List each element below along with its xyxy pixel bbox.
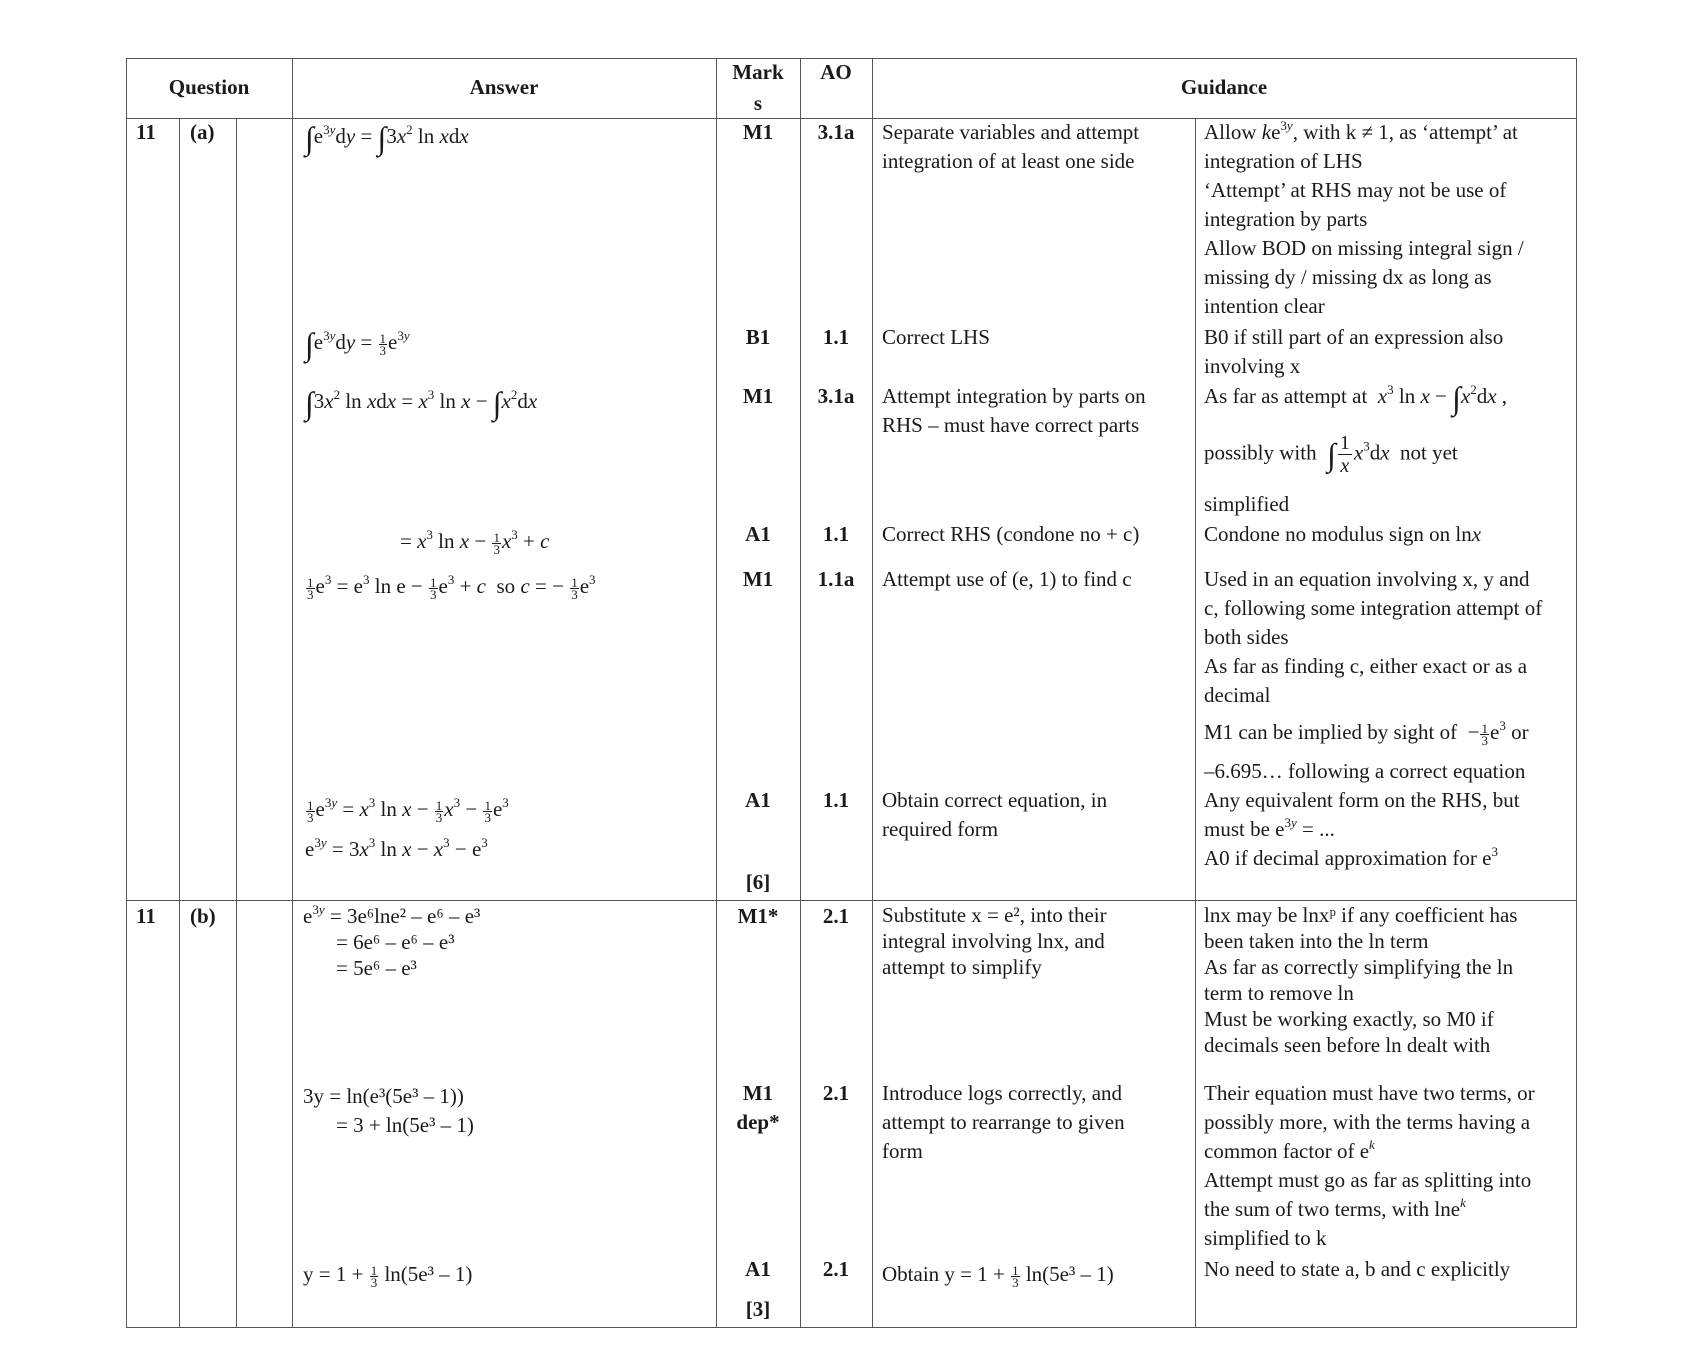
- guide-a-3-line2: possibly with ∫ $\frac{1}{x}$ $x^3dx$ not yet: [1204, 432, 1458, 477]
- guide-a-1-line2: integration of LHS: [1204, 149, 1363, 173]
- guide-a-6-pre: must be e: [1204, 817, 1285, 841]
- guide-a-6-text: A0 if decimal approximation for e: [1204, 846, 1492, 870]
- guide-a-6-line3: A0 if decimal approximation for $e^3$: [1204, 844, 1498, 870]
- desc-a-1-line1: Separate variables and attempt: [882, 120, 1140, 144]
- guide-a-3-text: As far as attempt at: [1204, 384, 1368, 408]
- guide-b-2-text3: common factor of e: [1204, 1139, 1370, 1163]
- desc-b-3-pre: Obtain y = 1 +: [882, 1262, 1005, 1286]
- desc-a-2-line1: Correct LHS: [882, 325, 990, 349]
- guide-a-6-post: = ...: [1296, 817, 1335, 841]
- desc-b-2-line2: attempt to rearrange to given: [882, 1110, 1125, 1134]
- guide-a-3-post: not yet: [1400, 440, 1458, 465]
- guide-a-1-line6: missing dy / missing dx as long as: [1204, 265, 1492, 289]
- question-part-b: (b): [190, 904, 216, 928]
- header-answer: Answer: [469, 75, 539, 99]
- guide-a-5-line5: decimal: [1204, 683, 1271, 707]
- answer-b-1-text: = 3e⁶lne² – e⁶ – e³: [329, 904, 481, 928]
- guide-a-5-pre: M1 can be implied by sight of: [1204, 720, 1458, 744]
- guide-b-1-line6: decimals seen before ln dealt with: [1204, 1033, 1491, 1057]
- guide-a-1-line7: intention clear: [1204, 294, 1325, 318]
- guide-b-1-line1: lnx may be lnxᵖ if any coefficient has: [1204, 903, 1518, 927]
- question-part-a: (a): [190, 120, 215, 144]
- ao-b-3: 2.1: [822, 1257, 850, 1281]
- question-number-a: 11: [136, 120, 156, 144]
- answer-a-2: $\int e^{3y}dy$ = $\frac{1}{3}$ $e^{3y}$: [305, 326, 410, 362]
- desc-b-2-line3: form: [882, 1139, 923, 1163]
- ao-a-6: 1.1: [822, 788, 850, 812]
- guide-a-5-line3: both sides: [1204, 625, 1289, 649]
- mark-b-total: [3]: [745, 1297, 771, 1321]
- guide-a-5-line6: M1 can be implied by sight of − $\frac{1}{3}$ $e^3$ or: [1204, 718, 1529, 748]
- header-marks-line1: Mark: [732, 60, 784, 84]
- mark-b-1: M1*: [737, 904, 779, 928]
- guide-a-1-allow: Allow: [1204, 120, 1257, 144]
- desc-b-1-line3: attempt to simplify: [882, 955, 1042, 979]
- answer-b-5: = 3 + ln(5e³ – 1): [336, 1113, 474, 1137]
- guide-a-3-line1: As far as attempt at $x^3$ $\ln x - \int x^2dx$ ,: [1204, 380, 1508, 416]
- guide-b-3-line1: No need to state a, b and c explicitly: [1204, 1257, 1511, 1281]
- answer-a-4: = $x^3$ ln x − $\frac{1}{3}$ $x^3 + c$: [400, 527, 550, 557]
- guide-b-2-line1: Their equation must have two terms, or: [1204, 1081, 1535, 1105]
- answer-a-5-so: so: [496, 574, 516, 598]
- mark-b-2-dep: dep*: [736, 1110, 780, 1134]
- guide-b-1-line2: been taken into the ln term: [1204, 929, 1429, 953]
- desc-b-1-line2: integral involving lnx, and: [882, 929, 1105, 953]
- guide-b-2-line4: Attempt must go as far as splitting into: [1204, 1168, 1532, 1192]
- desc-a-1-line2: integration of at least one side: [882, 149, 1135, 173]
- ao-a-4: 1.1: [822, 522, 850, 546]
- desc-a-3-line2: RHS – must have correct parts: [882, 413, 1140, 437]
- desc-b-3-post: ln(5e³ – 1): [1025, 1262, 1114, 1286]
- desc-a-3-line1: Attempt integration by parts on: [882, 384, 1146, 408]
- answer-b-2: = 6e⁶ – e⁶ – e³: [336, 930, 455, 954]
- header-question: Question: [168, 75, 250, 99]
- answer-b-1: $e^{3y} = 3e^6\ln e^2 - e^6 - e^3$: [303, 902, 481, 928]
- answer-b-4: 3y = ln(e³(5e³ – 1)): [303, 1084, 464, 1108]
- ao-a-3: 3.1a: [817, 384, 855, 408]
- guide-a-3-pre: possibly with: [1204, 440, 1317, 465]
- answer-b-6-pre: y = 1 +: [303, 1262, 364, 1286]
- answer-a-5: $\frac{1}{3}$ $e^3 = e^3$ ln e − $\frac{1}{3}$ $e^3 + c$ so c = − $\frac{1}{3}$ $e^3$: [307, 572, 596, 602]
- guide-b-2-line6: simplified to k: [1204, 1226, 1327, 1250]
- guide-a-1-line5: Allow BOD on missing integral sign /: [1204, 236, 1524, 260]
- guide-b-1-line3: As far as correctly simplifying the ln: [1204, 955, 1514, 979]
- guide-b-1-line5: Must be working exactly, so M0 if: [1204, 1007, 1494, 1031]
- guide-b-2-line5: the sum of two terms, with lne$^k$: [1204, 1195, 1466, 1221]
- guide-a-4-text: Condone no modulus sign on ln: [1204, 522, 1472, 546]
- guide-a-1-line4: integration by parts: [1204, 207, 1368, 231]
- guide-b-2-line3: common factor of $e^k$: [1204, 1137, 1375, 1163]
- ao-a-5: 1.1a: [817, 567, 855, 591]
- guide-a-2-line2: involving x: [1204, 354, 1301, 378]
- mark-b-3: A1: [745, 1257, 771, 1281]
- guide-b-2-line2: possibly more, with the terms having a: [1204, 1110, 1531, 1134]
- answer-a-3: $\int 3x^2$ ln xdx = $x^3$ $\ln x - \int x^2dx$: [305, 385, 538, 421]
- guide-a-5-line2: c, following some integration attempt of: [1204, 596, 1543, 620]
- ao-a-1: 3.1a: [817, 120, 855, 144]
- mark-a-6: A1: [745, 788, 771, 812]
- answer-a-7: $e^{3y} = 3x^3$ $\ln x - x^3 - e^3$: [305, 835, 488, 861]
- guide-a-6-line1: Any equivalent form on the RHS, but: [1204, 788, 1520, 812]
- mark-a-1: M1: [742, 120, 774, 144]
- answer-a-6: $\frac{1}{3}$ $e^{3y} = x^3$ ln x − $\frac{1}{3}$ $x^3$ − $\frac{1}{3}$ $e^3$: [307, 795, 509, 825]
- header-marks-line2: s: [753, 91, 763, 115]
- guide-b-2-text5: the sum of two terms, with lne: [1204, 1197, 1461, 1221]
- question-number-b: 11: [136, 904, 156, 928]
- guide-a-1-line3: ‘Attempt’ at RHS may not be use of: [1204, 178, 1507, 202]
- mark-a-5: M1: [742, 567, 774, 591]
- mark-a-total: [6]: [745, 870, 771, 894]
- guide-a-5-line4: As far as finding c, either exact or as a: [1204, 654, 1528, 678]
- ao-b-2: 2.1: [822, 1081, 850, 1105]
- guide-a-5-line7: –6.695… following a correct equation: [1204, 759, 1526, 783]
- desc-b-2-line1: Introduce logs correctly, and: [882, 1081, 1123, 1105]
- ao-a-2: 1.1: [822, 325, 850, 349]
- guide-a-1-tail: , with k ≠ 1, as ‘attempt’ at: [1292, 120, 1518, 144]
- desc-a-4-line1: Correct RHS (condone no + c): [882, 522, 1140, 546]
- guide-a-3-line3: simplified: [1204, 492, 1290, 516]
- mark-a-3: M1: [742, 384, 774, 408]
- mark-a-4: A1: [745, 522, 771, 546]
- guide-a-2-line1: B0 if still part of an expression also: [1204, 325, 1504, 349]
- answer-b-6: y = 1 + $\frac{1}{3}$ ln(5e³ – 1): [303, 1262, 473, 1290]
- desc-a-6-line2: required form: [882, 817, 999, 841]
- mark-a-2: B1: [745, 325, 771, 349]
- answer-a-1: $\int e^{3y}dy = \int 3x^2$ ln xdx: [305, 120, 469, 156]
- desc-a-6-line1: Obtain correct equation, in: [882, 788, 1108, 812]
- answer-b-3: = 5e⁶ – e³: [336, 956, 417, 980]
- guide-a-5-post: or: [1511, 720, 1529, 744]
- answer-b-6-post: ln(5e³ – 1): [384, 1262, 473, 1286]
- guide-a-4-line1: Condone no modulus sign on lnx: [1204, 522, 1482, 546]
- desc-a-5-line1: Attempt use of (e, 1) to find c: [882, 567, 1132, 591]
- desc-b-1-line1: Substitute x = e², into their: [882, 903, 1107, 927]
- desc-b-3-line1: Obtain y = 1 + $\frac{1}{3}$ ln(5e³ – 1): [882, 1262, 1114, 1290]
- header-ao: AO: [820, 60, 852, 84]
- mark-b-2: M1: [742, 1081, 774, 1105]
- header-guidance: Guidance: [1180, 75, 1268, 99]
- guide-a-1-line1: Allow $ke^{3y}$, with k ≠ 1, as ‘attempt’ at: [1204, 118, 1518, 144]
- guide-a-5-line1: Used in an equation involving x, y and: [1204, 567, 1530, 591]
- ao-b-1: 2.1: [822, 904, 850, 928]
- guide-b-1-line4: term to remove ln: [1204, 981, 1354, 1005]
- guide-a-6-line2: must be $e^{3y}$ = ...: [1204, 815, 1335, 841]
